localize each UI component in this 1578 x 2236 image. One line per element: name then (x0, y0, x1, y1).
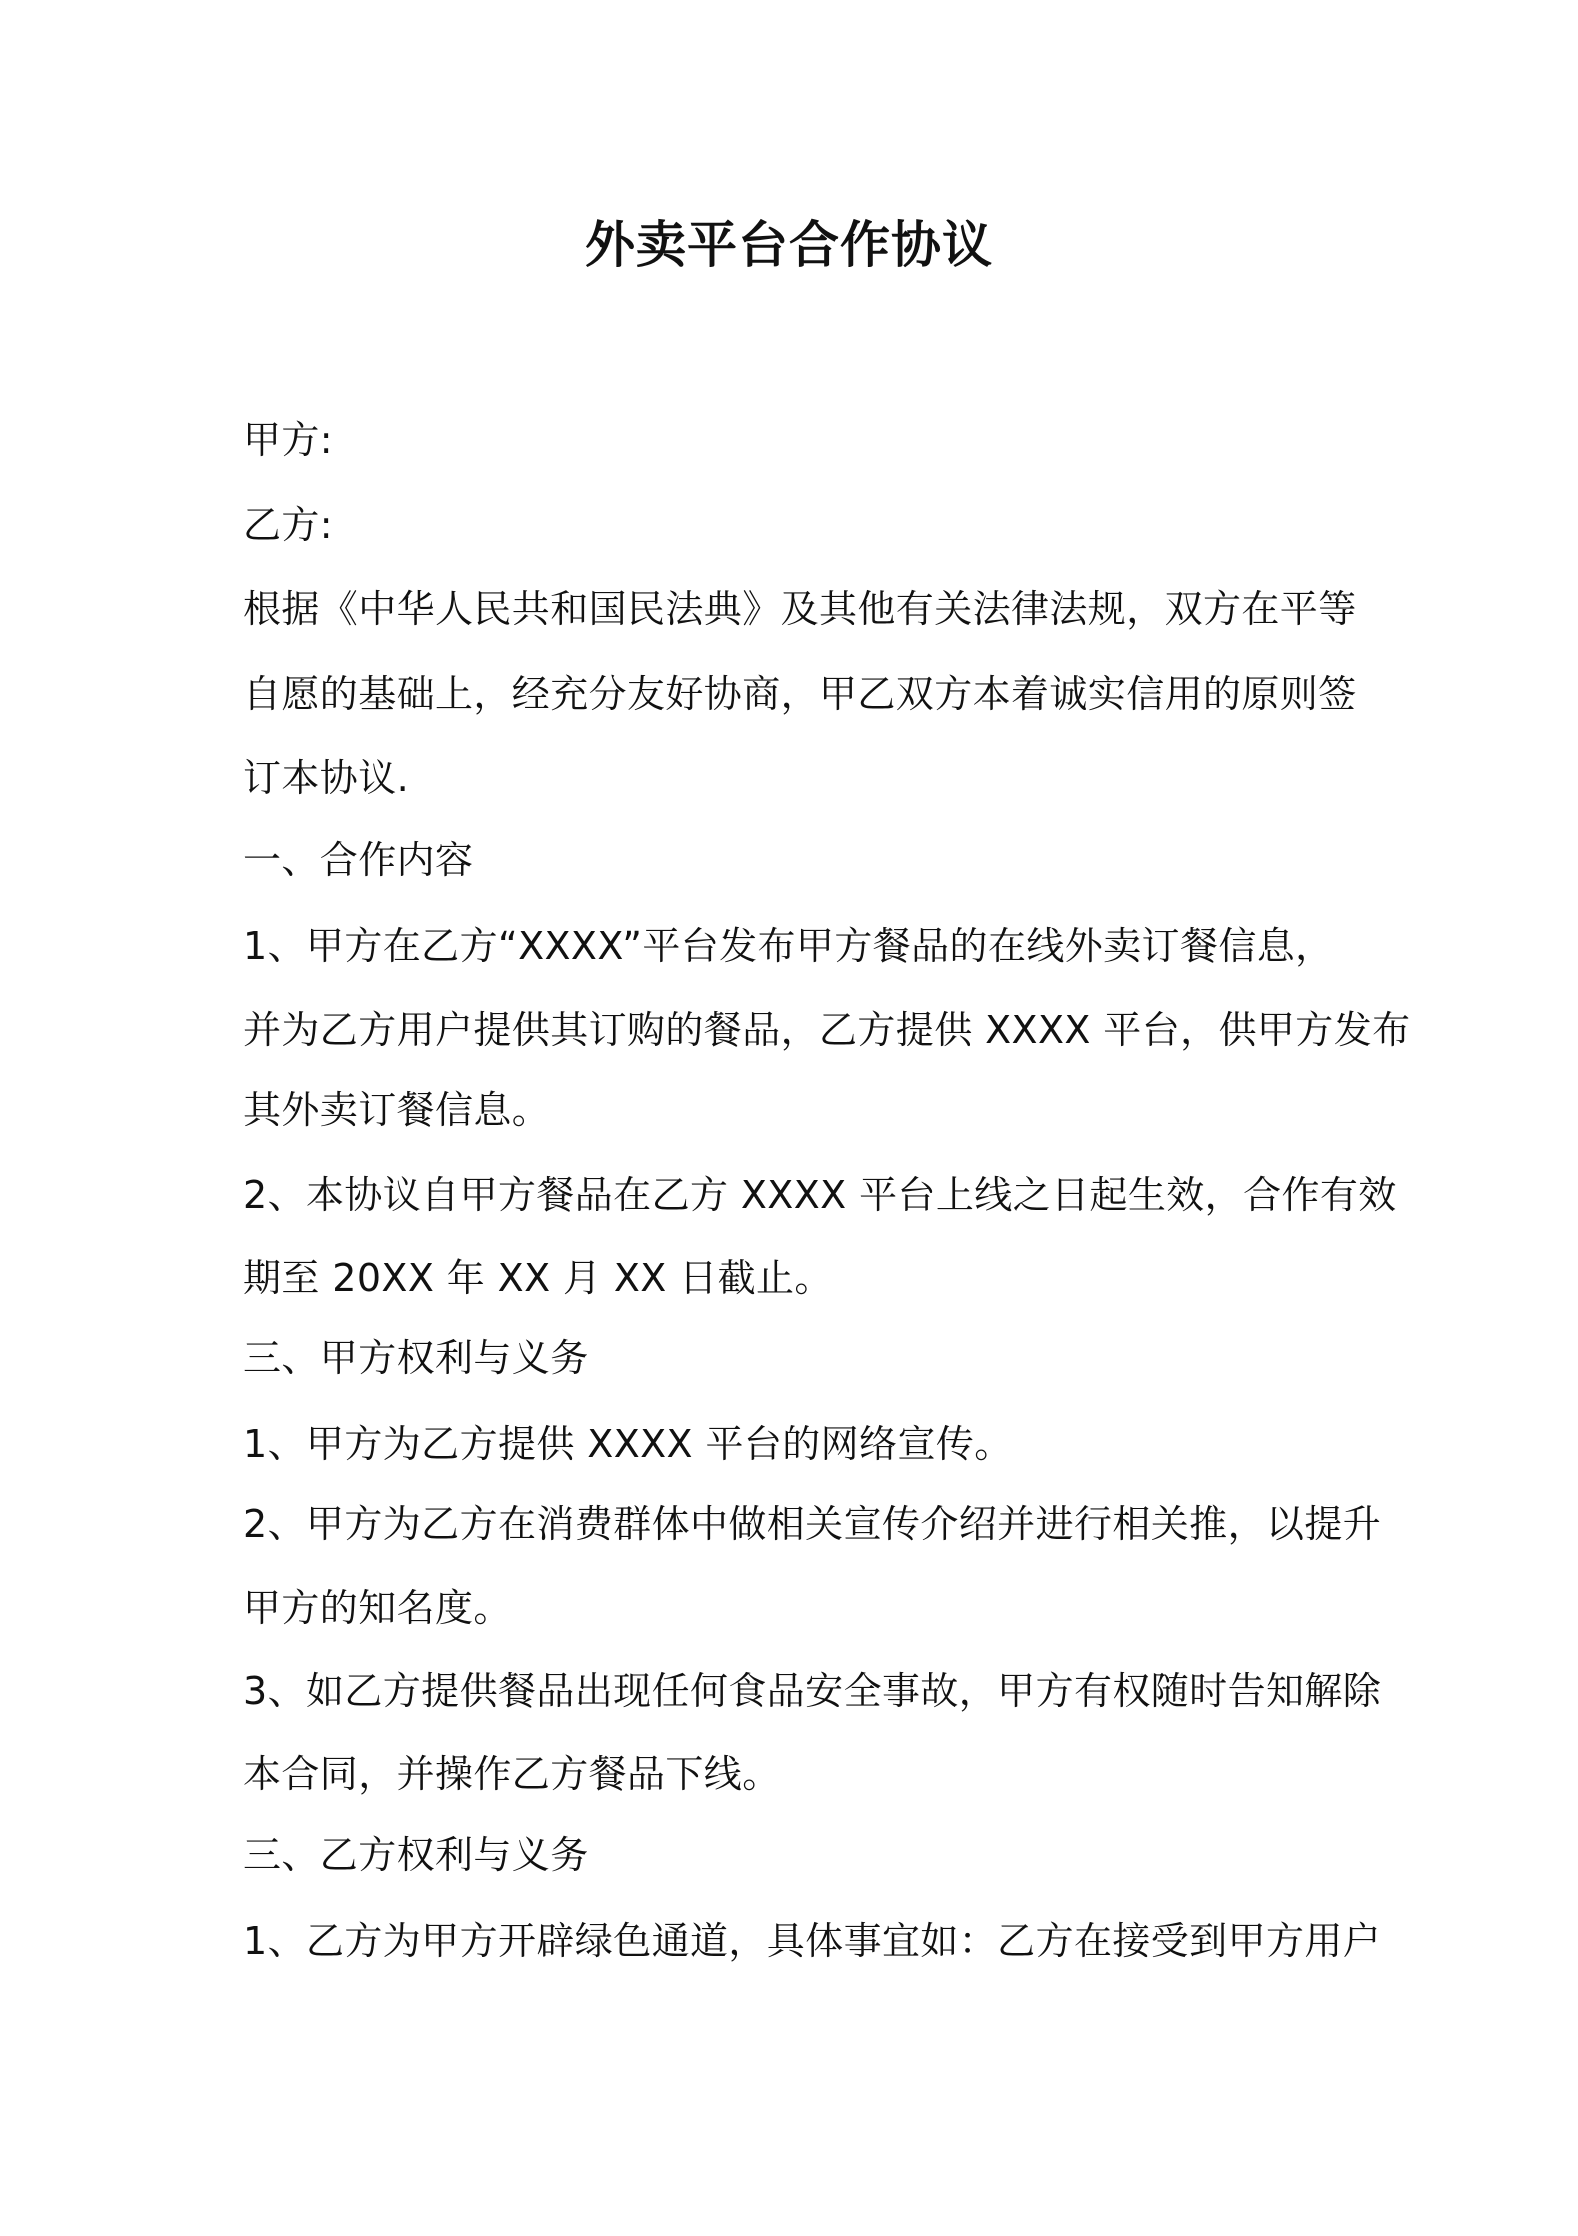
section-heading: 三、乙方权利与义务 (243, 1833, 589, 1877)
party-b-line: 乙方: (243, 503, 334, 547)
clause-line: 2、甲方为乙方在消费群体中做相关宣传介绍并进行相关推，以提升 (243, 1502, 1382, 1546)
clause-line: 2、本协议自甲方餐品在乙方 XXXX 平台上线之日起生效，合作有效 (243, 1173, 1397, 1217)
section-heading: 一、合作内容 (243, 838, 474, 882)
clause-line: 1、甲方在乙方“XXXX”平台发布甲方餐品的在线外卖订餐信息， (243, 924, 1334, 968)
clause-line: 期至 20XX 年 XX 月 XX 日截止。 (243, 1256, 833, 1300)
preamble-line: 订本协议. (243, 756, 410, 800)
clause-line: 3、如乙方提供餐品出现任何食品安全事故，甲方有权随时告知解除 (243, 1669, 1382, 1713)
clause-line: 1、乙方为甲方开辟绿色通道，具体事宜如：乙方在接受到甲方用户 (243, 1919, 1382, 1963)
clause-line: 1、甲方为乙方提供 XXXX 平台的网络宣传。 (243, 1422, 1013, 1466)
preamble-line: 根据《中华人民共和国民法典》及其他有关法律法规，双方在平等 (243, 587, 1357, 631)
preamble-line: 自愿的基础上，经充分友好协商，甲乙双方本着诚实信用的原则签 (243, 672, 1357, 716)
document-title: 外卖平台合作协议 (585, 216, 993, 274)
clause-line: 并为乙方用户提供其订购的餐品，乙方提供 XXXX 平台，供甲方发布 (243, 1008, 1411, 1052)
party-a-line: 甲方: (243, 418, 334, 462)
section-heading: 三、甲方权利与义务 (243, 1336, 589, 1380)
clause-line: 甲方的知名度。 (243, 1586, 512, 1630)
clause-line: 其外卖订餐信息。 (243, 1088, 551, 1132)
clause-line: 本合同，并操作乙方餐品下线。 (243, 1752, 781, 1796)
